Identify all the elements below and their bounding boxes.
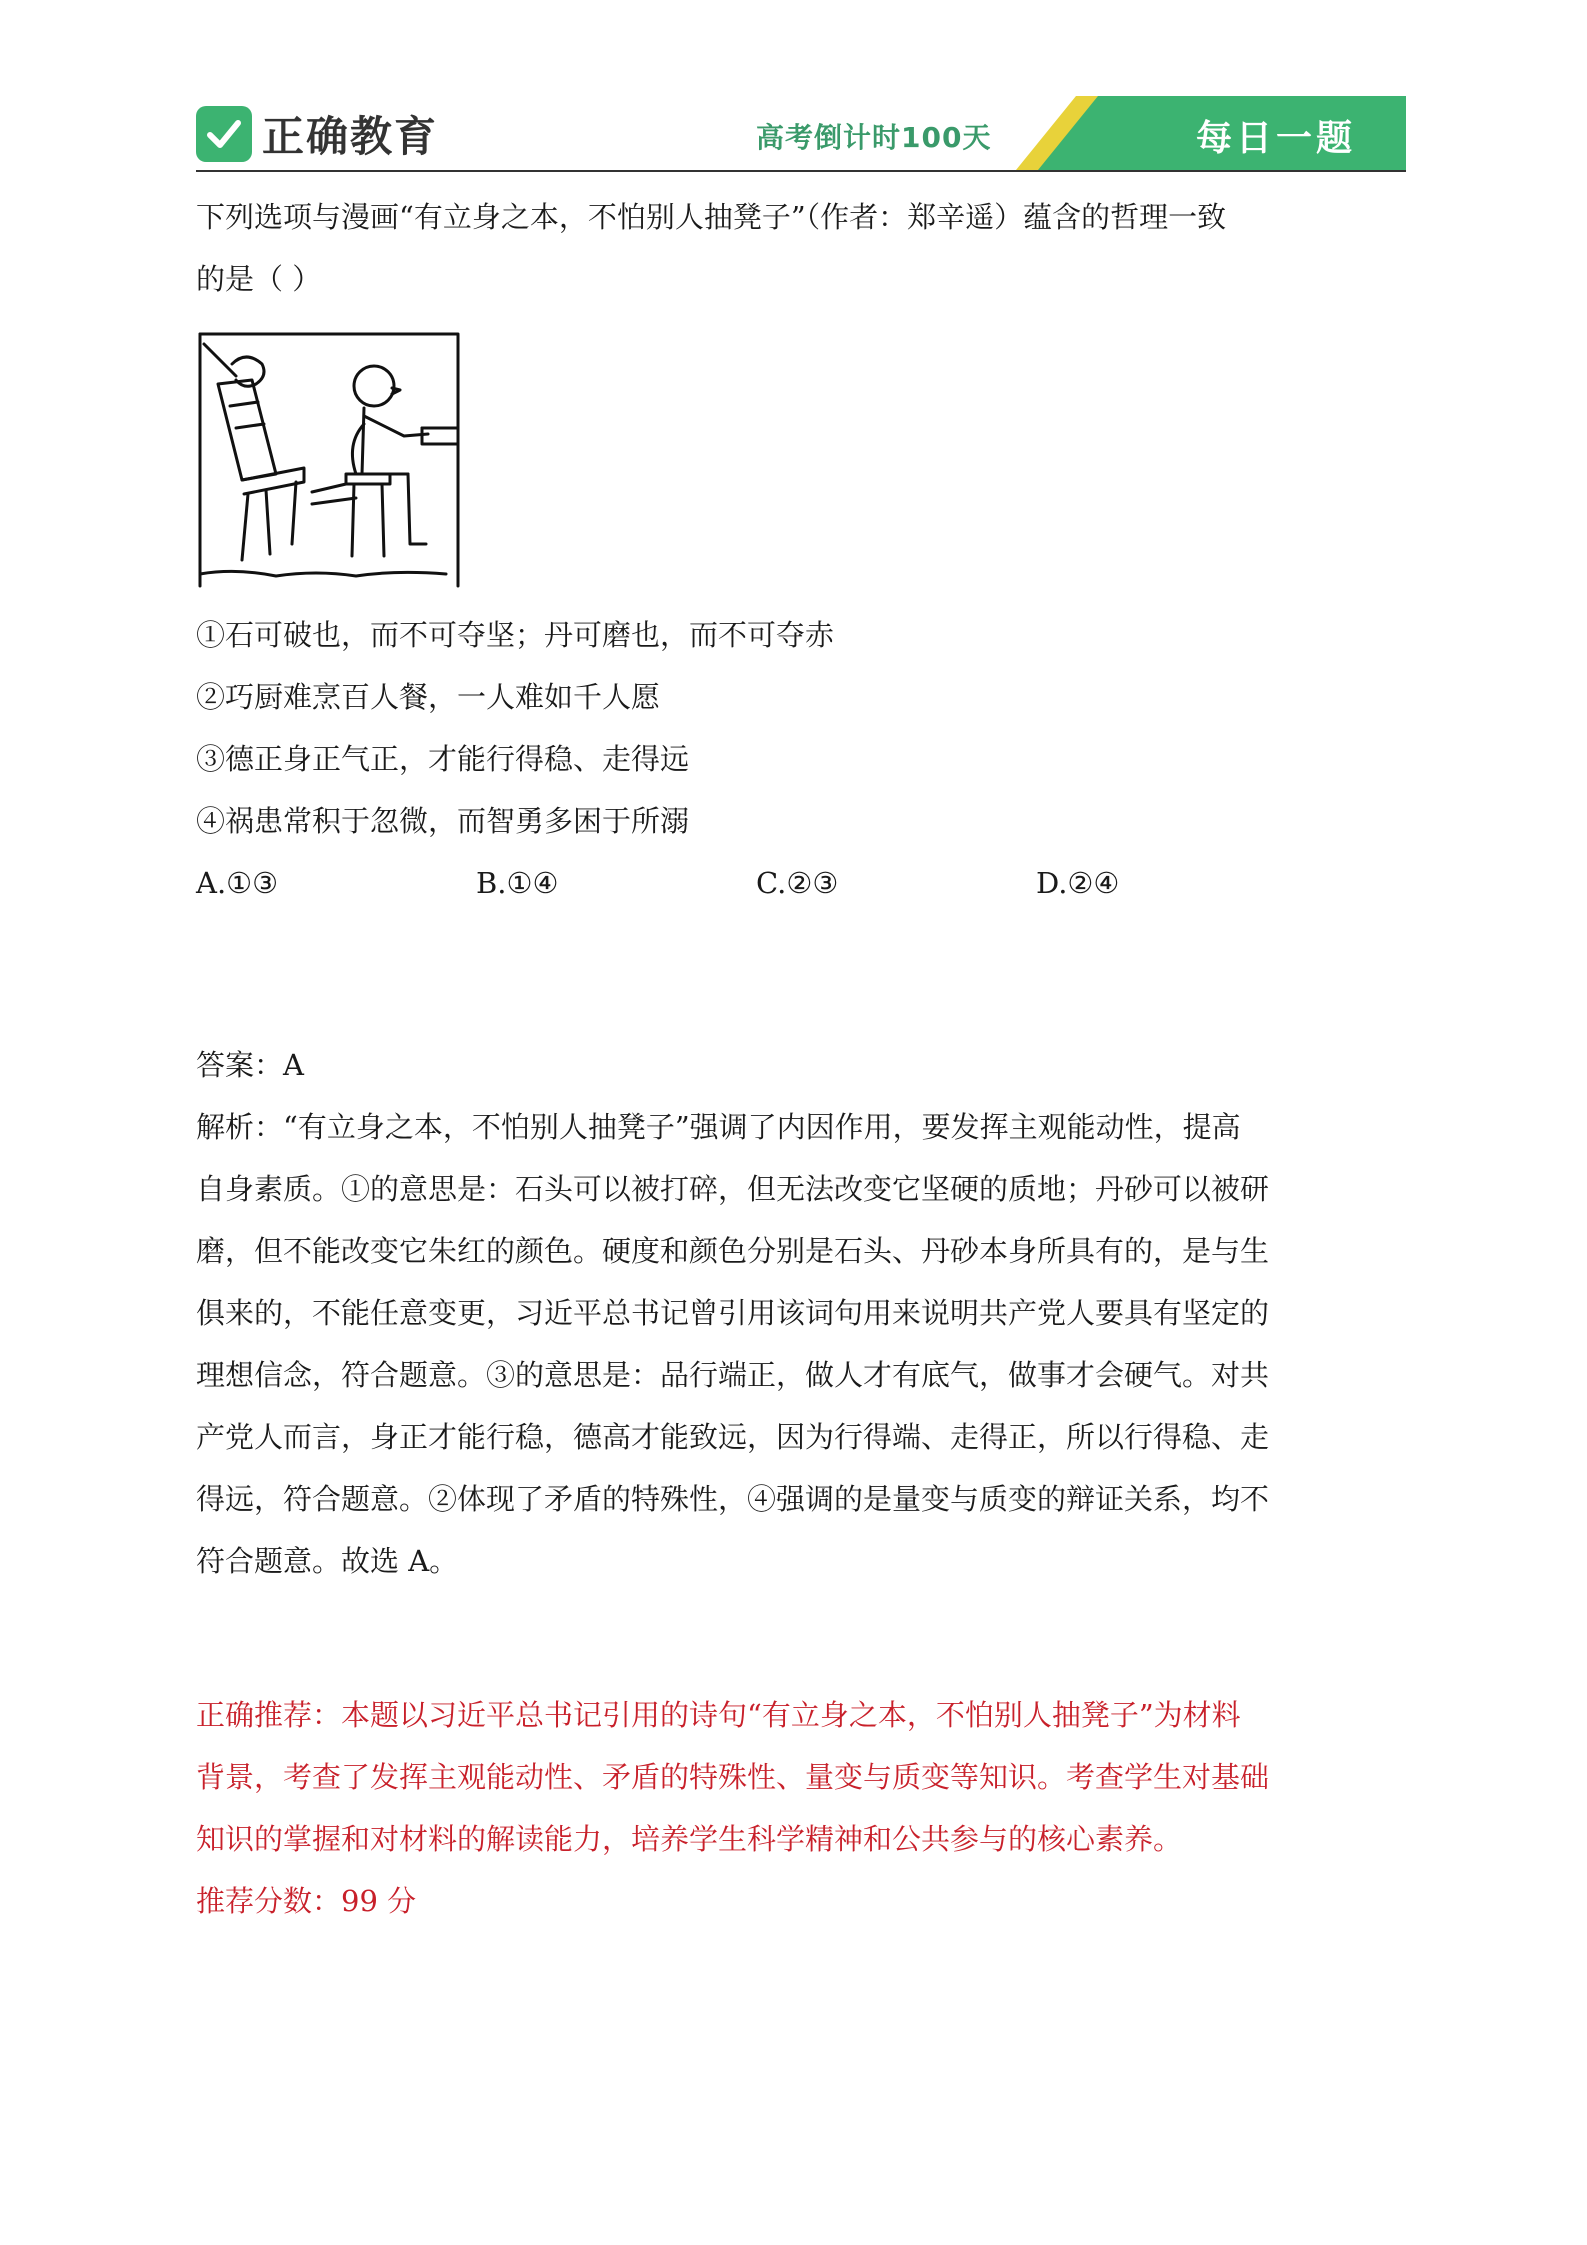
- option-d: D.②④: [1036, 866, 1120, 900]
- logo: [196, 102, 438, 166]
- option-c: C.②③: [756, 866, 839, 900]
- analysis-line: 磨，但不能改变它朱红的颜色。硬度和颜色分别是石头、丹砂本身所具有的，是与生: [196, 1234, 1270, 1268]
- statement-4: ④祸患常积于忽微，而智勇多困于所溺: [196, 804, 690, 838]
- cartoon-image: [196, 324, 466, 594]
- check-icon: [196, 106, 252, 162]
- question-stem: 下列选项与漫画“有立身之本，不怕别人抽凳子”（作者：郑辛遥）蕴含的哲理一致 的是（ ）: [196, 200, 1227, 296]
- header-divider: [196, 170, 1406, 172]
- analysis-line: 自身素质。①的意思是：石头可以被打碎，但无法改变它坚硬的质地；丹砂可以被研: [196, 1172, 1270, 1206]
- analysis-line: 得远，符合题意。②体现了矛盾的特殊性，④强调的是量变与质变的辩证关系，均不: [196, 1482, 1270, 1516]
- analysis-line: 产党人而言，身正才能行稳，德高才能致远，因为行得端、走得正，所以行得稳、走: [196, 1420, 1270, 1454]
- question-content: [196, 186, 1391, 1932]
- daily-title: 每日一题: [1196, 118, 1357, 159]
- statement-3: ③德正身正气正，才能行得稳、走得远: [196, 742, 690, 776]
- header-banner: [196, 96, 1406, 174]
- logo-text: 正确教育: [262, 112, 439, 161]
- answer-label: 答案：A: [196, 1048, 304, 1082]
- option-a: A.①③: [196, 866, 279, 900]
- recommend-line: 正确推荐：本题以习近平总书记引用的诗句“有立身之本，不怕别人抽凳子”为材料: [196, 1698, 1241, 1732]
- answer-options: [196, 852, 1391, 914]
- analysis-line: 理想信念，符合题意。③的意思是：品行端正，做人才有底气，做事才会硬气。对共: [196, 1358, 1270, 1392]
- analysis-line: 俱来的，不能任意变更，习近平总书记曾引用该词句用来说明共产党人要具有坚定的: [196, 1296, 1270, 1330]
- countdown-text: 高考倒计时100天: [756, 121, 992, 154]
- option-b: B.①④: [476, 866, 559, 900]
- analysis-line: 符合题意。故选 A。: [196, 1544, 459, 1578]
- analysis-line: 解析：“有立身之本，不怕别人抽凳子”强调了内因作用，要发挥主观能动性，提高: [196, 1110, 1241, 1144]
- recommend-line: 背景，考查了发挥主观能动性、矛盾的特殊性、量变与质变等知识。考查学生对基础: [196, 1760, 1270, 1794]
- statement-2: ②巧厨难烹百人餐，一人难如千人愿: [196, 680, 661, 714]
- recommend-line: 知识的掌握和对材料的解读能力，培养学生科学精神和公共参与的核心素养。: [196, 1822, 1183, 1856]
- statement-1: ①石可破也，而不可夺坚；丹可磨也，而不可夺赤: [196, 618, 835, 652]
- recommend-score: 推荐分数：99 分: [196, 1884, 417, 1918]
